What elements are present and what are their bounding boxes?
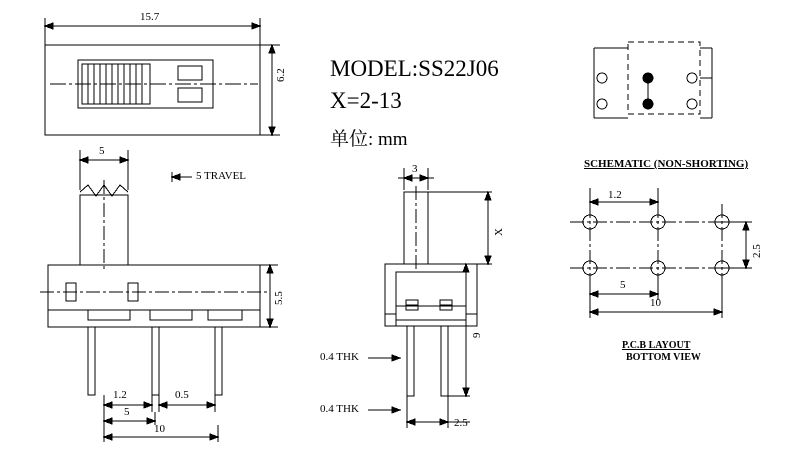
schematic-caption: SCHEMATIC (NON-SHORTING)	[584, 158, 749, 170]
pcb-caption-line1: P.C.B LAYOUT	[622, 340, 691, 351]
dim-top-view-width: 15.7	[140, 11, 160, 23]
dim-side-lever-height: X	[493, 228, 505, 236]
dim-side-thk-bottom: 0.4 THK	[320, 403, 359, 415]
dim-front-travel: 5 TRAVEL	[196, 170, 247, 182]
dim-front-pin-pitch-left: 1.2	[113, 389, 127, 401]
dim-front-total-length: 10	[154, 423, 165, 435]
dim-front-pin-span: 5	[124, 406, 130, 418]
dim-top-view-height: 6.2	[275, 68, 287, 82]
dim-pcb-inner-span: 5	[620, 279, 626, 291]
dim-front-body-height: 5.5	[273, 291, 285, 305]
dim-pcb-outer-span: 10	[650, 297, 661, 309]
dim-side-body-height: 9	[471, 332, 483, 338]
model-title: MODEL:SS22J06	[330, 56, 499, 81]
dim-side-depth: 2.5	[454, 417, 468, 429]
dim-pcb-row-pitch: 2.5	[751, 244, 763, 258]
unit-label: 单位: mm	[330, 129, 408, 150]
x-range-title: X=2-13	[330, 88, 402, 113]
dim-side-thk-top: 0.4 THK	[320, 351, 359, 363]
dim-pcb-pad-pitch: 1.2	[608, 189, 622, 201]
dim-front-pin-gap: 0.5	[175, 389, 189, 401]
dim-front-lever-width: 5	[99, 145, 105, 157]
dim-side-lever-width: 3	[412, 163, 418, 175]
pcb-caption-line2: BOTTOM VIEW	[626, 352, 701, 363]
